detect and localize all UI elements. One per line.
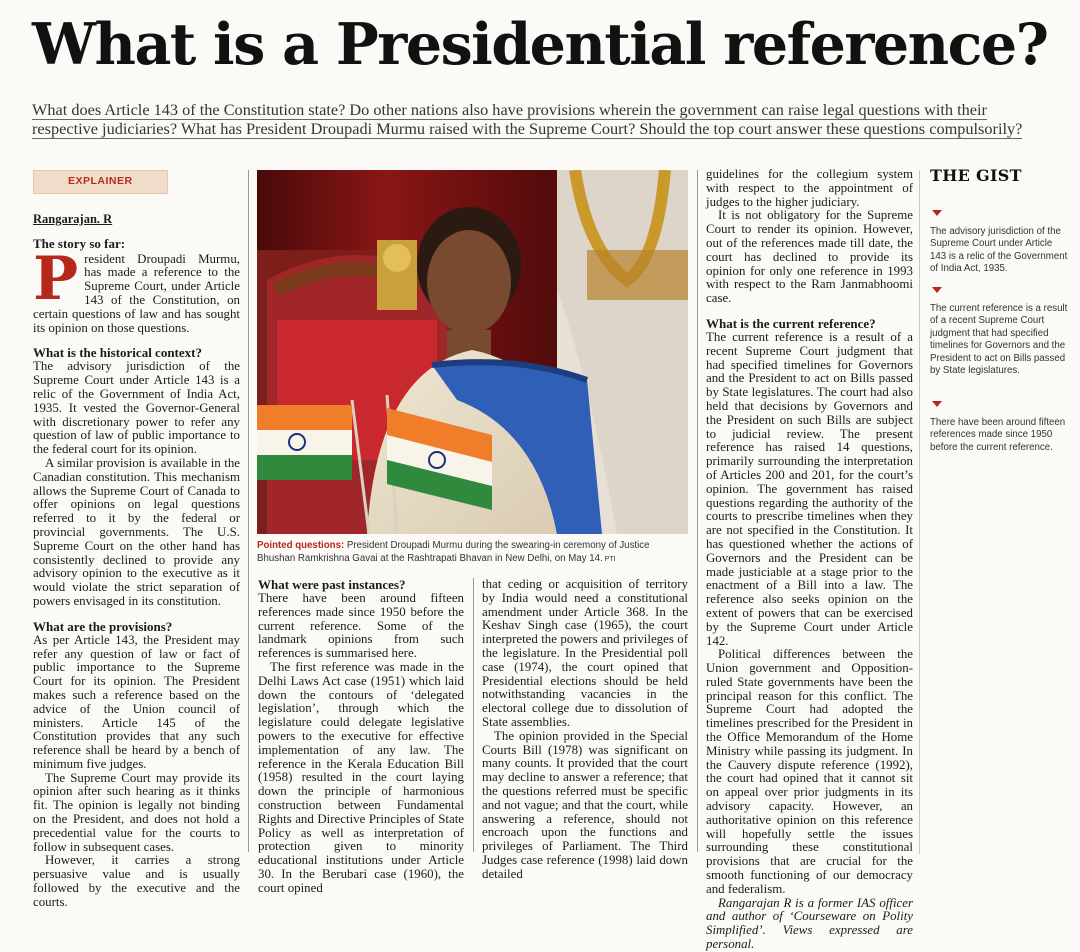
column-rule — [473, 578, 474, 852]
dropcap: P — [33, 243, 79, 314]
gist-item: There have been around fifteen references made since 1950 before the current reference. — [930, 417, 1066, 453]
paragraph: A similar provision is available in the Canadian constitution. This mechanism allows the Supreme Court of Canada to offer opinions on legal questions referred to it by the federal or provincial governments. The U.S. Supreme Court on the other hand has consistently declined to provide any advisory opinion to the executive as it would violate the strict separation of powers envisaged in its constitution. — [33, 455, 240, 608]
photo-caption — [257, 539, 688, 566]
caption-label: Pointed questions: — [257, 540, 345, 551]
heading-story: The story so far: — [33, 235, 126, 251]
paragraph: There have been around fifteen references made since 1950 before the current reference. Some of the landmark opinions from such references is summarised here. — [258, 591, 464, 661]
paragraph: The Supreme Court may provide its opinion after such hearing as it thinks fit. The opinion is legally not binding on the President, and does not hold a precedential value for the courts to follow in subsequent cases. — [33, 770, 240, 854]
column-1 — [33, 170, 240, 910]
paragraph: As per Article 143, the President may refer any question of law or fact of public importance to the Supreme Court for its opinion. The President makes such a reference based on the advice of the Union council of ministers. Article 145 of the Constitution provides that any such reference shall be heard by a bench of minimum five judges. — [33, 632, 240, 771]
heading-current: What is the current reference? — [706, 315, 876, 331]
column-2 — [258, 578, 464, 896]
byline[interactable]: Rangarajan. R — [33, 211, 113, 226]
paragraph: that ceding or acquisition of territory by India would need a constitutional amendment under Article 368. In the Keshav Singh case (1965), the court interpreted the powers and privileges of the legislature. In the Presidential poll case (1974), the court opined that Presidential elections should be held notwithstanding vacancies in the electoral college due to dissolution of State assemblies. — [482, 577, 688, 729]
triangle-bullet-icon — [932, 210, 942, 216]
author-note: Rangarajan R is a former IAS officer and author of ‘Courseware on Polity Simplified’. Views expressed are personal. — [706, 895, 913, 952]
paragraph: However, it carries a strong persuasive value and is usually followed by the executive and the courts. — [33, 853, 240, 909]
triangle-bullet-icon — [932, 401, 942, 407]
standfirst — [32, 100, 1042, 138]
news-photo — [257, 170, 688, 534]
column-rule — [919, 170, 920, 854]
column-rule — [697, 170, 698, 852]
story-paragraph: resident Droupadi Murmu, has made a reference to the Supreme Court, under Article 143 of the Constitution, on certain questions of law and has sought its opinion on those questions. — [33, 251, 240, 335]
gist-title: THE GIST — [930, 166, 1022, 185]
photo-illustration — [257, 170, 688, 534]
gist-item: The advisory jurisdiction of the Supreme Court under Article 143 is a relic of the Government of India Act, 1935. — [930, 226, 1068, 275]
explainer-tag: EXPLAINER — [33, 170, 168, 194]
paragraph: It is not obligatory for the Supreme Court to render its opinion. However, out of the references made till date, the court has declined to provide its opinion for only one reference in 1993 with respect to the Ram Janmabhoomi case. — [706, 208, 913, 306]
column-4 — [706, 168, 913, 952]
paragraph: The first reference was made in the Delhi Laws Act case (1951) which laid down the contours of ‘delegated legislation’, through which the legislature could delegate legislative powers to the executive for effective implementation of any law. The reference in the Kerala Education Bill (1958) resulted in the court laying down the principle of harmonious construction between Fundamental Rights and Directive Principles of State Policy as well as interpretation of protection given to minority educational institutions under Article 30. In the Berubari case (1960), the court opined — [258, 659, 464, 895]
column-3 — [482, 578, 688, 882]
paragraph: Political differences between the Union government and Opposition-ruled State governments have been the principal reason for this conflict. The Supreme Court had adopted the timelines prescribed for the President in the Office Memorandum of the Home Ministry while passing its judgment. In the Cauvery dispute reference (1992), the court had opined that it cannot sit on appeal over prior judgments in its advisory capacity. However, an authoritative opinion on this reference will hopefully settle the issues surrounding these constitutional provisions that are crucial for the smooth functioning of our democracy and federalism. — [706, 647, 913, 896]
gist-item: The current reference is a result of a recent Supreme Court judgment that had specified timelines for Governors and the President to act on Bills passed by State legislatures. — [930, 303, 1068, 377]
column-rule — [248, 170, 249, 852]
standfirst-text: What does Article 143 of the Constitution state? Do other nations also have provisions wherein the government can raise legal questions with their respective judiciaries? What has President Droupadi Murmu raised with the Supreme Court? Should the top court answer these questions compulsorily? — [32, 100, 1023, 138]
paragraph: The current reference is a result of a recent Supreme Court judgment that had specified timelines for Governors and the President to act on Bills passed by State legislatures. The court had also held that decisions by Governors and the President on such Bills are subject to judicial review. The present reference has raised 14 questions, primarily surrounding the interpretation of Articles 200 and 201, for the court’s opinion. The government has raised questions regarding the authority of the courts to prescribe timelines when they are not specified in the Constitution. It has questioned whether the actions of Governors and the President can be made justiciable at a stage prior to the enactment of a Bill into a law. The reference also seeks opinion on the extent of powers that can be exercised by the Supreme Court under Article 142. — [706, 329, 913, 648]
triangle-bullet-icon — [932, 287, 942, 293]
heading-history: What is the historical context? — [33, 345, 202, 361]
paragraph: The advisory jurisdiction of the Supreme Court under Article 143 is a relic of the Government of India Act, 1935. It vested the Governor-General with discretionary power to refer any question of law of public importance to the federal court for its opinion. — [33, 359, 240, 457]
caption-text: President Droupadi Murmu during the swearing-in ceremony of Justice Bhushan Ramkrishna Gavai at the Rashtrapati Bhavan in New Delhi, on May 14. — [257, 540, 650, 564]
paragraph: The opinion provided in the Special Courts Bill (1978) was significant on many counts. It provided that the court may decline to answer a reference; that the questions referred must be specific and not vague; and that the court, while answering a reference, should not encroach upon the functions and privileges of Parliament. The Third Judges case reference (1998) laid down detailed — [482, 728, 688, 881]
headline: What is a Presidential reference? — [32, 11, 1048, 78]
caption-credit: PTI — [602, 556, 616, 563]
heading-provisions: What are the provisions? — [33, 618, 173, 634]
heading-past: What were past instances? — [258, 577, 406, 592]
paragraph: guidelines for the collegium system with respect to the appointment of judges to the higher judiciary. — [706, 167, 913, 209]
